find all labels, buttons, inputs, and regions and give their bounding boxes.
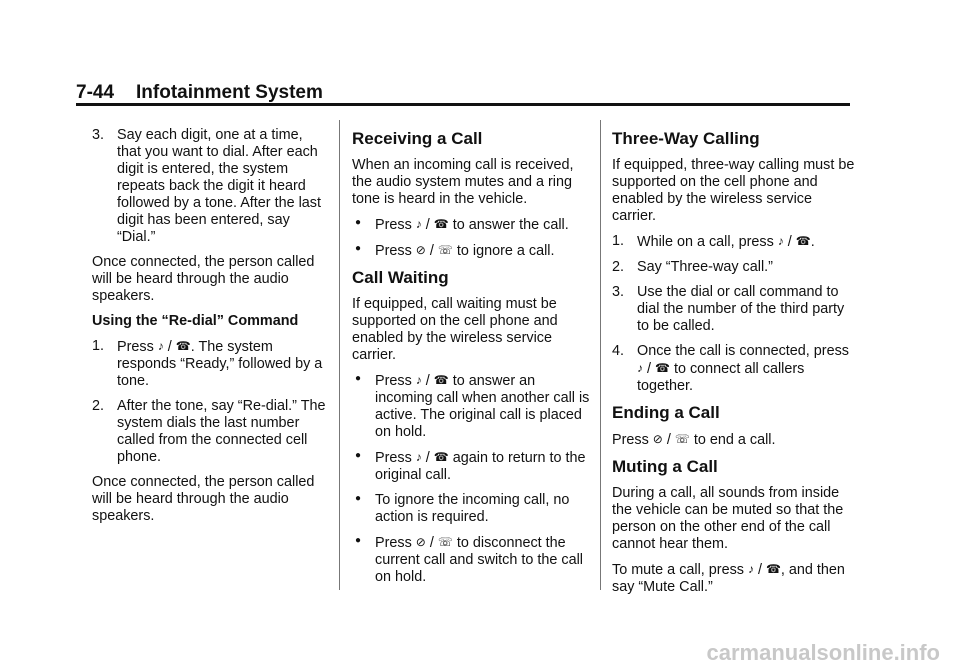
paragraph: To mute a call, press ♪ / ☎, and then say “Mute Call.” <box>612 562 845 595</box>
bullet: ● Press ♪ / ☎ again to return to the original call. <box>355 450 586 483</box>
bullet: ● Press ♪ / ☎ to answer an incoming call when another call is active. The original call is placed on hold. <box>355 373 590 440</box>
heading-ending: Ending a Call <box>612 403 720 422</box>
mute-icon: ⊘ <box>415 243 426 257</box>
talk-icon: ♪ <box>637 361 643 375</box>
paragraph: Once connected, the person called will be heard through the audio speakers. <box>92 474 315 524</box>
heading-call-waiting: Call Waiting <box>352 268 449 287</box>
column-divider-left <box>339 120 340 590</box>
hang-up-icon: ☏ <box>437 243 453 257</box>
talk-icon: ♪ <box>777 234 784 248</box>
bullet: ● Press ⊘ / ☏ to disconnect the current call and switch to the call on hold. <box>355 535 583 585</box>
header-rule <box>76 103 850 106</box>
subheading-redial: Using the “Re-dial” Command <box>92 313 299 329</box>
paragraph: Press ⊘ / ☏ to end a call. <box>612 432 776 448</box>
step-3: 3. Say each digit, one at a time, that you want to dial. After each digit is entered, the system repeats back the digit it heard followed by a tone. After the last digit has been entered, say “Dial.” <box>92 127 321 245</box>
paragraph: When an incoming call is received, the audio system mutes and a ring tone is heard in the vehicle. <box>352 157 574 207</box>
column-divider-right <box>600 120 601 590</box>
section-title: Infotainment System <box>136 82 323 103</box>
phone-icon: ☎ <box>433 217 449 231</box>
talk-icon: ♪ <box>415 217 422 231</box>
page-number: 7-44 <box>76 82 115 103</box>
bullet: ● Press ♪ / ☎ to answer the call. <box>355 217 569 233</box>
hang-up-icon: ☏ <box>674 432 690 446</box>
step-1: 1. While on a call, press ♪ / ☎. <box>612 233 815 250</box>
phone-icon: ☎ <box>433 450 449 464</box>
bullet: ● To ignore the incoming call, no action is required. <box>355 492 570 525</box>
mute-icon: ⊘ <box>415 535 426 549</box>
watermark: carmanualsonline.info <box>706 640 940 665</box>
paragraph: If equipped, call waiting must be supported on the cell phone and enabled by the wireless service carrier. <box>352 296 558 363</box>
heading-muting: Muting a Call <box>612 457 718 476</box>
talk-icon: ♪ <box>747 562 754 576</box>
talk-icon: ♪ <box>157 339 164 353</box>
step-1: 1. Press ♪ / ☎. The system responds “Ready,” followed by a tone. <box>92 338 323 389</box>
step-2: 2. After the tone, say “Re-dial.” The system dials the last number called from the connected cell phone. <box>92 398 326 465</box>
page-header <box>76 82 323 104</box>
paragraph: Once connected, the person called will be heard through the audio speakers. <box>92 254 315 304</box>
phone-icon: ☎ <box>795 234 811 248</box>
step-3: 3. Use the dial or call command to dial the number of the third party to be called. <box>612 284 845 334</box>
heading-receiving: Receiving a Call <box>352 129 483 148</box>
phone-icon: ☎ <box>655 361 670 375</box>
column-1 <box>92 127 328 533</box>
column-2 <box>352 129 592 594</box>
hang-up-icon: ☏ <box>437 535 453 549</box>
talk-icon: ♪ <box>415 373 422 387</box>
step-4: 4. Once the call is connected, press ♪ / ☎ to connect all callers together. <box>612 343 849 394</box>
paragraph: During a call, all sounds from inside the vehicle can be muted so that the person on the other end of the call cannot hear them. <box>612 485 844 552</box>
phone-icon: ☎ <box>765 562 781 576</box>
column-3 <box>612 129 857 604</box>
talk-icon: ♪ <box>415 450 422 464</box>
bullet: ● Press ⊘ / ☏ to ignore a call. <box>355 243 555 259</box>
heading-three-way: Three-Way Calling <box>612 129 760 148</box>
phone-icon: ☎ <box>175 339 191 353</box>
mute-icon: ⊘ <box>652 432 663 446</box>
step-2: 2. Say “Three-way call.” <box>612 259 773 275</box>
paragraph: If equipped, three-way calling must be supported on the cell phone and enabled by the wireless service carrier. <box>612 157 855 224</box>
phone-icon: ☎ <box>433 373 449 387</box>
